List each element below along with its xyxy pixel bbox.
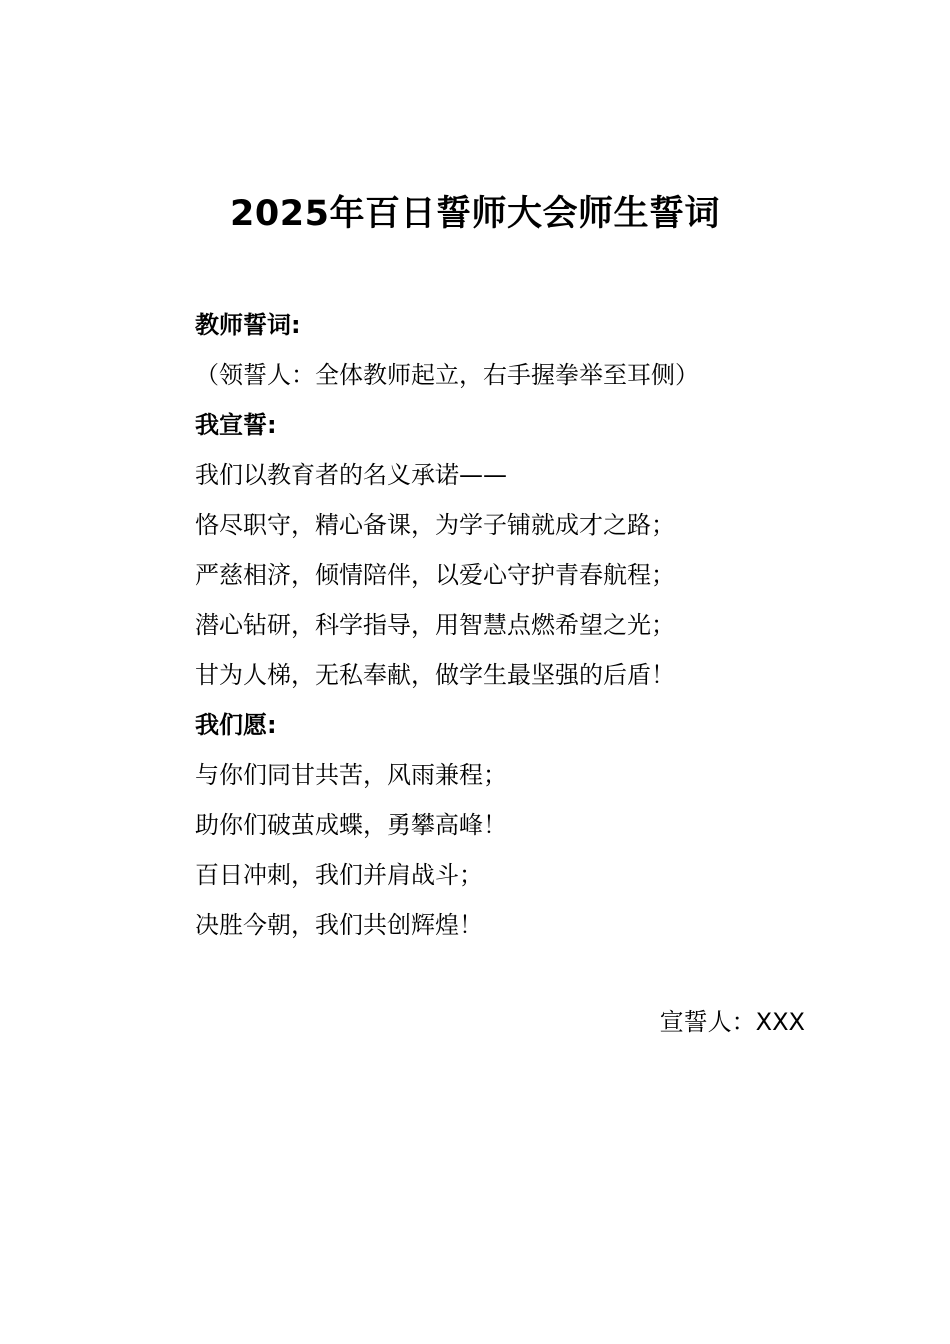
oath-line: 潜心钻研，科学指导，用智慧点燃希望之光； xyxy=(195,611,675,639)
oath-line: 助你们破茧成蝶，勇攀高峰！ xyxy=(195,811,507,839)
section-heading-we-wish: 我们愿: xyxy=(195,711,277,739)
oath-instruction: （领誓人：全体教师起立，右手握拳举至耳侧） xyxy=(195,361,699,389)
oath-line: 决胜今朝，我们共创辉煌！ xyxy=(195,911,483,939)
oath-line: 甘为人梯，无私奉献，做学生最坚强的后盾！ xyxy=(195,661,675,689)
oath-line: 百日冲刺，我们并肩战斗； xyxy=(195,861,483,889)
section-heading-i-swear: 我宣誓: xyxy=(195,411,277,439)
oath-line: 与你们同甘共苦，风雨兼程； xyxy=(195,761,507,789)
document-title: 2025年百日誓师大会师生誓词 xyxy=(230,194,720,234)
oath-line: 恪尽职守，精心备课，为学子铺就成才之路； xyxy=(195,511,675,539)
oath-body xyxy=(195,300,815,950)
section-heading-teacher-oath: 教师誓词: xyxy=(195,311,301,339)
oath-line: 严慈相济，倾情陪伴，以爱心守护青春航程； xyxy=(195,561,675,589)
oath-line: 我们以教育者的名义承诺—— xyxy=(195,461,507,489)
signature-line: 宣誓人：XXX xyxy=(659,1008,805,1036)
